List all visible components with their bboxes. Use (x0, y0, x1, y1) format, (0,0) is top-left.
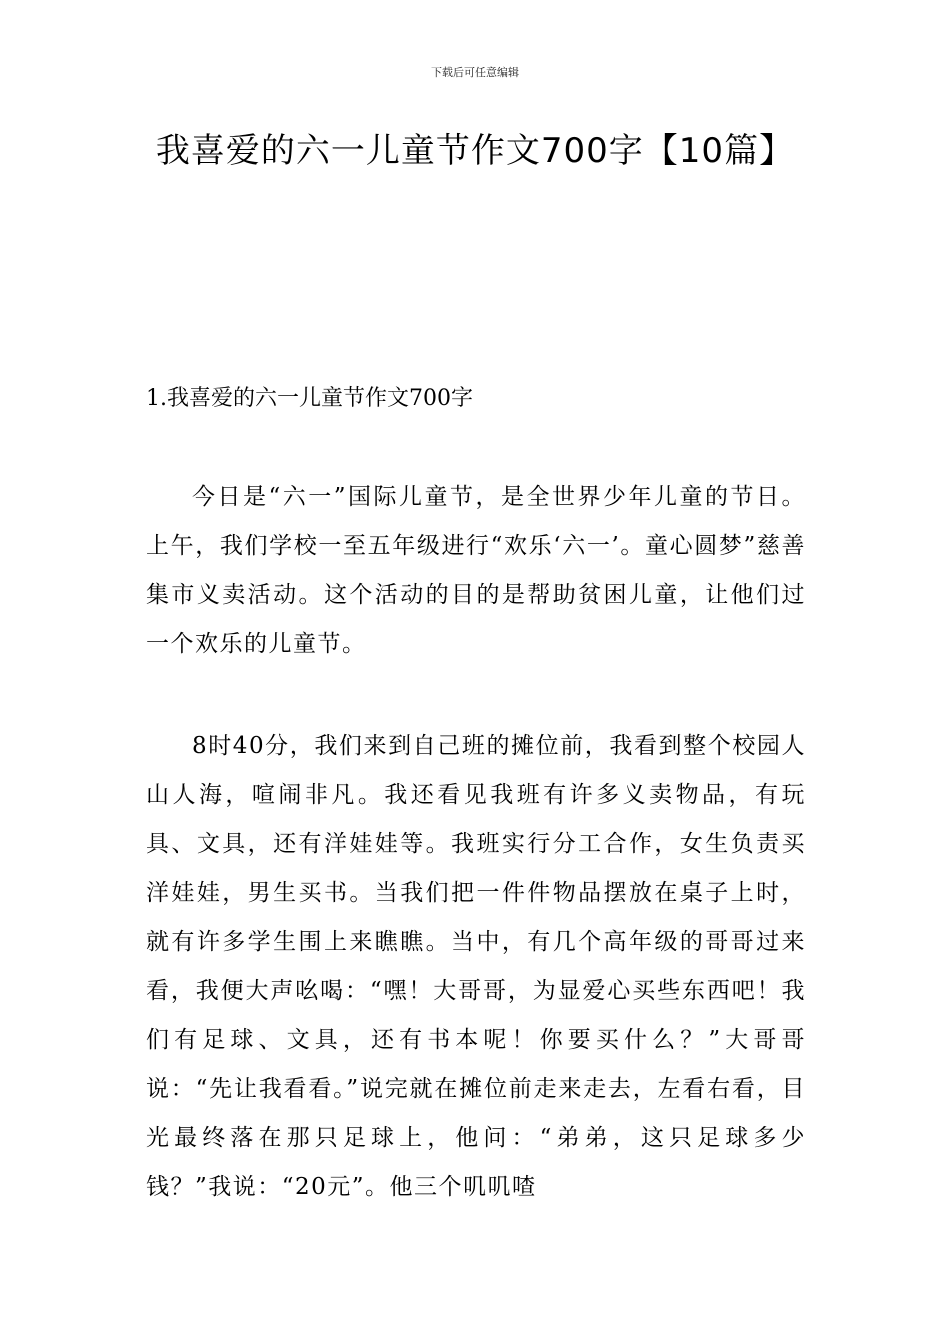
paragraph-2: 8时40分，我们来到自己班的摊位前，我看到整个校园人山人海，喧闹非凡。我还看见我班有许多义卖物品，有玩具、文具，还有洋娃娃等。我班实行分工合作，女生负责买洋娃娃，男生买书。当我们把一件件物品摆放在桌子上时，就有许多学生围上来瞧瞧。当中，有几个高年级的哥哥过来看，我便大声吆喝：“嘿！大哥哥，为显爱心买些东西吧！我们有足球、文具，还有书本呢！你要买什么？”大哥哥说：“先让我看看。”说完就在摊位前走来走去，左看右看，目光最终落在那只足球上，他问：“弟弟，这只足球多少钱？”我说：“20元”。他三个叽叽喳 (146, 733, 806, 1200)
header-note: 下载后可任意编辑 (431, 66, 519, 79)
document-title: 我喜爱的六一儿童节作文700字【10篇】 (155, 131, 795, 171)
section-heading: 1.我喜爱的六一儿童节作文700字 (146, 386, 473, 411)
paragraph-1: 今日是“六一”国际儿童节，是全世界少年儿童的节日。上午，我们学校一至五年级进行“欢乐‘六一’。童心圆梦”慈善集市义卖活动。这个活动的目的是帮助贫困儿童，让他们过一个欢乐的儿童节。 (146, 484, 806, 657)
